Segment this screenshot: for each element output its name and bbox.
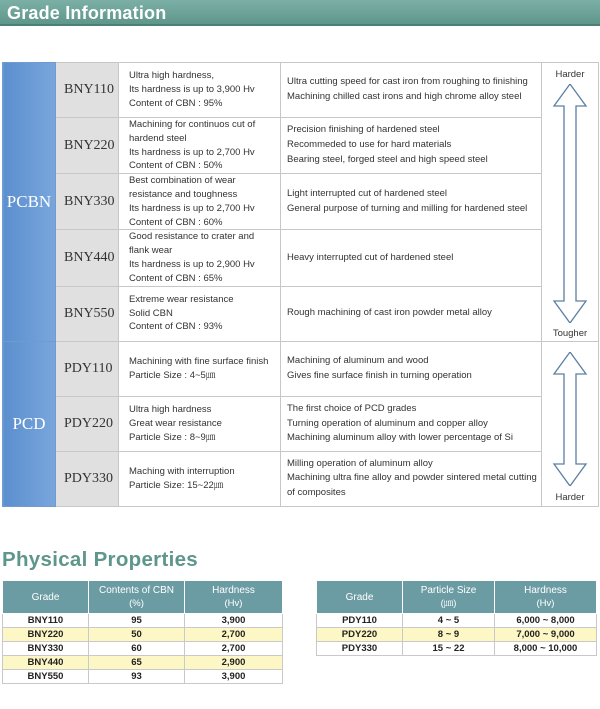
table-cell: 65 (89, 656, 185, 670)
grade-row (3, 341, 599, 396)
application-line: Machining chilled cast irons and high chrome alloy steel (287, 91, 522, 102)
description-line: Ultra high hardness, (129, 70, 215, 82)
application-line: Gives fine surface finish in turning operation (287, 369, 472, 381)
grade-row (3, 118, 599, 174)
column-header-line: Particle Size (420, 585, 477, 596)
description-line: hardend steel (129, 132, 187, 144)
cbn-properties-table (2, 580, 283, 684)
grade-description (119, 63, 281, 118)
category-cell: PCD (3, 341, 56, 506)
grade-description (119, 396, 281, 451)
description-line: Content of CBN : 93% (129, 321, 223, 333)
table-cell: 7,000 ~ 9,000 (495, 628, 597, 642)
application-line: Ultra cutting speed for cast iron from roughing to finishing (287, 76, 528, 88)
description-line: Great wear resistance (129, 418, 222, 430)
application-line: Bearing steel, forged steel and high speed steel (287, 153, 488, 165)
pcd-properties-table (316, 580, 597, 656)
column-header: Grade (317, 581, 403, 614)
table-cell: 2,700 (185, 628, 283, 642)
grade-application (281, 230, 542, 286)
description-line: Machining for continuos cut of (129, 119, 256, 130)
application-line: Heavy interrupted cut of hardened steel (287, 251, 454, 263)
column-header-line: Hardness (524, 585, 567, 596)
description-line: Particle Size : 8~9㎛ (129, 431, 216, 443)
table-cell: 95 (89, 614, 185, 628)
grade-application (281, 286, 542, 341)
description-line: Its hardness is up to 2,700 Hv (129, 146, 255, 158)
table-cell: PDY220 (317, 628, 403, 642)
column-header-line: (㎛) (440, 598, 457, 609)
category-cell: PCBN (3, 63, 56, 342)
description-line: Content of CBN : 50% (129, 160, 223, 172)
table-cell: PDY330 (317, 642, 403, 656)
table-cell: 60 (89, 642, 185, 656)
description-line: Content of CBN : 95% (129, 97, 223, 109)
application-line: Milling operation of aluminum alloy (287, 457, 433, 469)
hardness-toughness-scale (542, 63, 599, 342)
description-line: Best combination of wear (129, 175, 236, 187)
section-header (0, 0, 600, 26)
table-row (3, 670, 283, 684)
page-title: Grade Information (7, 3, 167, 23)
table-cell: 8 ~ 9 (403, 628, 495, 642)
grade-name: BNY110 (56, 63, 119, 118)
table-row (3, 614, 283, 628)
description-line: Machining with fine surface finish (129, 355, 269, 367)
grade-row (3, 174, 599, 230)
grade-name: BNY220 (56, 118, 119, 174)
application-line: The first choice of PCD grades (287, 402, 417, 414)
grade-description (119, 452, 281, 506)
column-header-line: (Hv) (224, 598, 243, 609)
description-line: Particle Size: 15~22㎛ (129, 479, 224, 491)
column-header (495, 581, 597, 614)
application-line: Turning operation of aluminum and copper alloy (287, 417, 488, 429)
grade-description (119, 230, 281, 286)
grade-application (281, 396, 542, 451)
table-cell: BNY330 (3, 642, 89, 656)
grade-description (119, 174, 281, 230)
description-line: Content of CBN : 60% (129, 216, 223, 228)
grade-application (281, 118, 542, 174)
grade-name: BNY550 (56, 286, 119, 341)
table-row (3, 656, 283, 670)
grade-row (3, 452, 599, 506)
scale-label-harder: Harder (555, 491, 585, 503)
table-cell: BNY440 (3, 656, 89, 670)
table-row (317, 642, 597, 656)
column-header: Grade (3, 581, 89, 614)
application-line: Light interrupted cut of hardened steel (287, 187, 448, 199)
application-line: Precision finishing of hardened steel (287, 124, 440, 136)
description-line: Extreme wear resistance (129, 293, 234, 305)
column-header-line: (Hv) (536, 598, 555, 609)
grade-application (281, 452, 542, 506)
description-line: Its hardness is up to 3,900 Hv (129, 84, 255, 96)
grade-description (119, 341, 281, 396)
grade-name: PDY110 (56, 341, 119, 396)
description-line: Maching with interruption (129, 466, 235, 478)
physical-properties-title: Physical Properties (2, 548, 198, 571)
description-line: resistance and toughness (129, 188, 238, 200)
column-header (185, 581, 283, 614)
application-line: Machining ultra fine alloy and powder sintered metal cutting (287, 472, 537, 484)
table-cell: 50 (89, 628, 185, 642)
column-header (89, 581, 185, 614)
table-cell: 93 (89, 670, 185, 684)
double-arrow-shape (554, 84, 586, 323)
application-line: of composites (287, 487, 346, 499)
table-cell: BNY550 (3, 670, 89, 684)
grade-application (281, 174, 542, 230)
table-cell: BNY110 (3, 614, 89, 628)
application-line: Machining aluminum alloy with lower percentage of Si (287, 432, 514, 444)
description-line: Its hardness is up to 2,700 Hv (129, 202, 255, 214)
table-cell: BNY220 (3, 628, 89, 642)
application-line: Recommeded to use for hard materials (287, 139, 452, 151)
table-cell: 8,000 ~ 10,000 (495, 642, 597, 656)
description-line: Ultra high hardness (129, 404, 212, 416)
double-arrow-shape (554, 352, 586, 486)
scale-label-harder: Harder (555, 69, 585, 81)
table-row (3, 628, 283, 642)
description-line: Particle Size : 4~5㎛ (129, 369, 216, 381)
column-header-line: Contents of CBN (98, 585, 175, 596)
double-arrow-icon (542, 352, 598, 486)
application-line: Rough machining of cast iron powder metal alloy (287, 307, 492, 319)
table-cell: PDY110 (317, 614, 403, 628)
grade-description (119, 118, 281, 174)
table-cell: 2,700 (185, 642, 283, 656)
description-line: Good resistance to crater and (129, 231, 255, 243)
grade-information-table (2, 62, 599, 507)
grade-name: BNY330 (56, 174, 119, 230)
table-cell: 15 ~ 22 (403, 642, 495, 656)
grade-row (3, 286, 599, 341)
application-line: Machining of aluminum and wood (287, 354, 429, 366)
table-cell: 3,900 (185, 614, 283, 628)
table-row (3, 642, 283, 656)
column-header (403, 581, 495, 614)
column-header-line: (%) (129, 598, 144, 609)
scale-label-tougher: Tougher (552, 328, 588, 340)
grade-name: PDY330 (56, 452, 119, 506)
hardness-toughness-scale (542, 341, 599, 506)
grade-row (3, 230, 599, 286)
double-arrow-icon (542, 84, 598, 323)
grade-row (3, 63, 599, 118)
grade-name: BNY440 (56, 230, 119, 286)
grade-name: PDY220 (56, 396, 119, 451)
table-cell: 3,900 (185, 670, 283, 684)
grade-row (3, 396, 599, 451)
grade-application (281, 63, 542, 118)
grade-description (119, 286, 281, 341)
table-cell: 6,000 ~ 8,000 (495, 614, 597, 628)
table-cell: 2,900 (185, 656, 283, 670)
table-row (317, 628, 597, 642)
table-cell: 4 ~ 5 (403, 614, 495, 628)
application-line: General purpose of turning and milling for hardened steel (287, 202, 528, 214)
description-line: flank wear (129, 245, 173, 257)
column-header-line: Hardness (212, 585, 255, 596)
table-row (317, 614, 597, 628)
grade-application (281, 341, 542, 396)
description-line: Content of CBN : 65% (129, 272, 223, 284)
description-line: Its hardness is up to 2,900 Hv (129, 258, 255, 270)
description-line: Solid CBN (129, 307, 173, 319)
